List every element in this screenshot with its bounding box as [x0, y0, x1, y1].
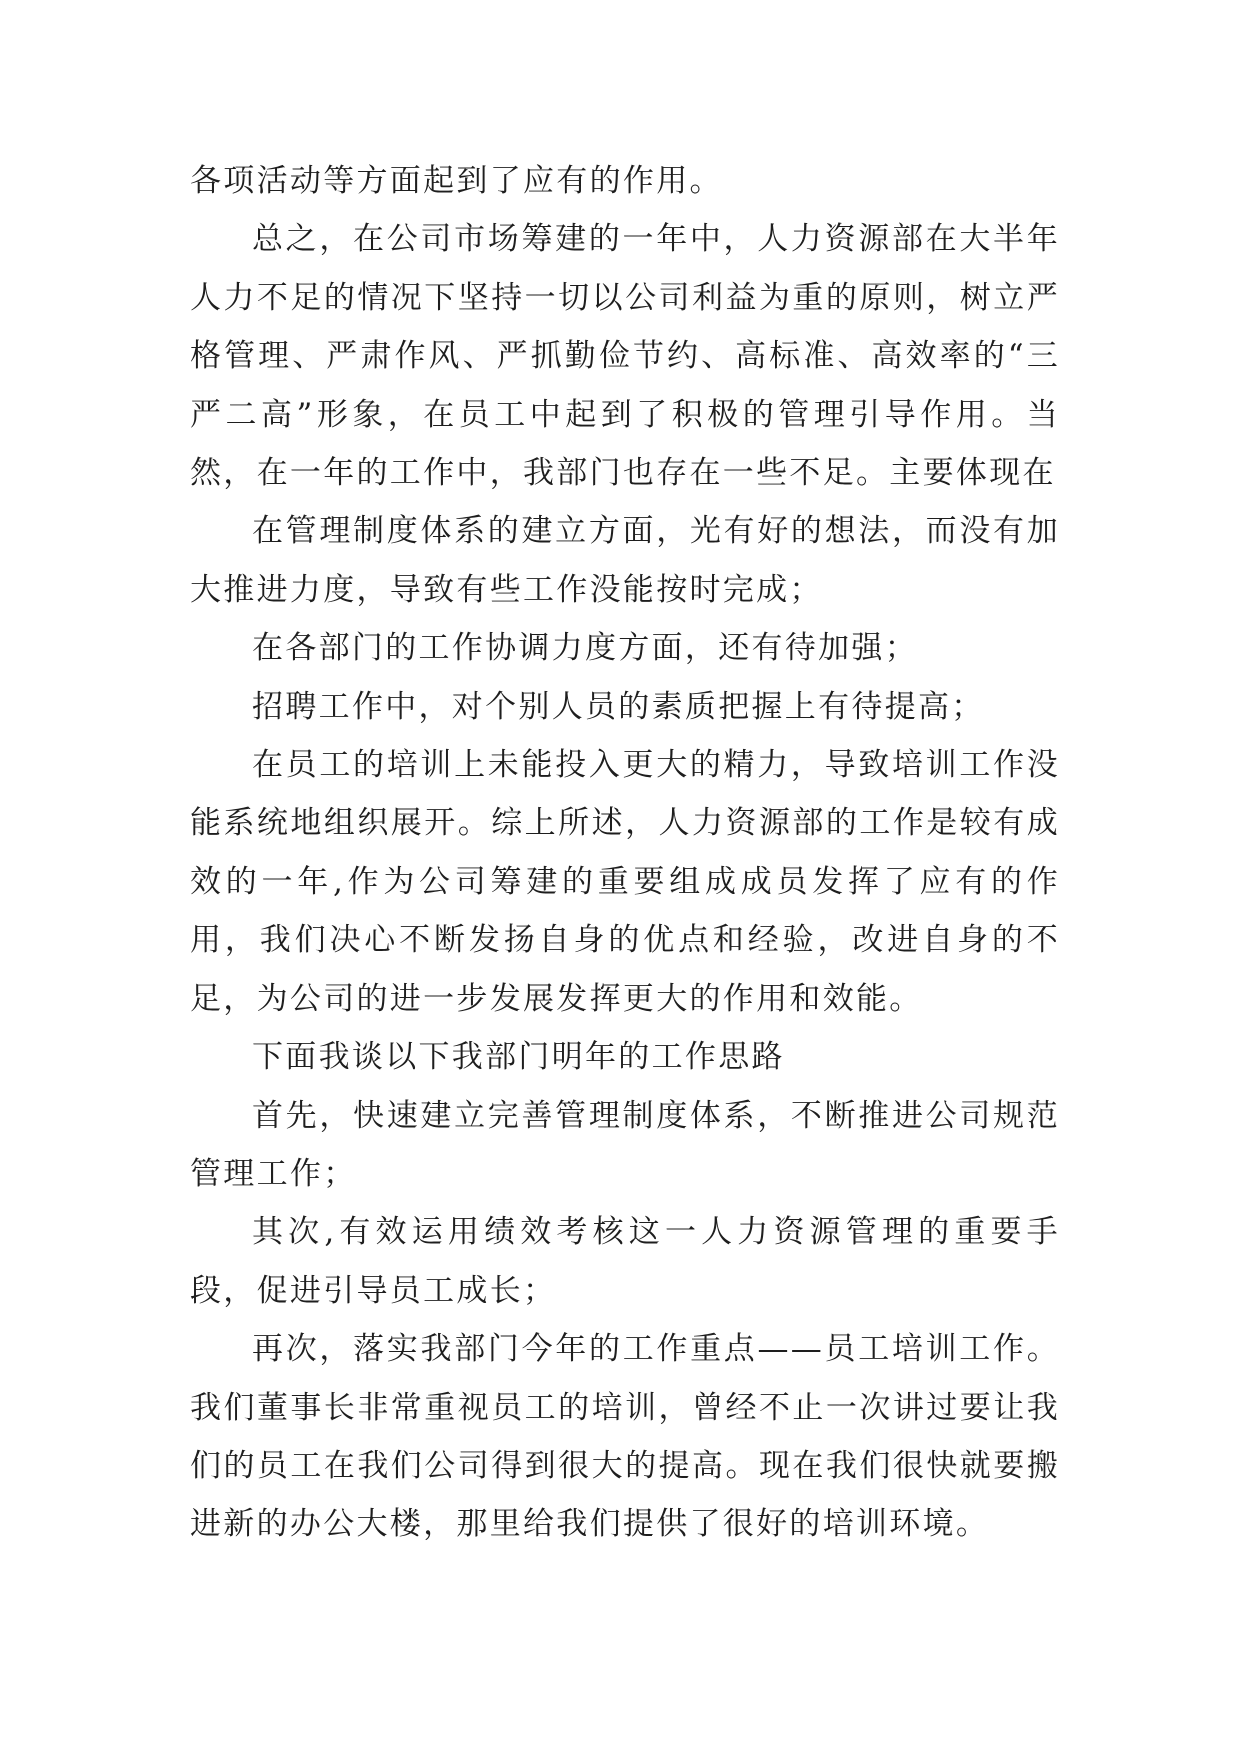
paragraph-7: 下面我谈以下我部门明年的工作思路: [252, 1039, 785, 1076]
document-body: [190, 152, 1060, 1554]
paragraph-8: 首先，快速建立完善管理制度体系，不断推进公司规范管理工作；: [190, 1097, 1060, 1192]
paragraph-6: 在员工的培训上未能投入更大的精力，导致培训工作没能系统地组织展开。综上所述，人力资源部的工作是较有成效的一年,作为公司筹建的重要组成成员发挥了应有的作用，我们决心不断发扬自身的优点和经验，改进自身的不足，为公司的进一步发展发挥更大的作用和效能。: [190, 747, 1060, 1017]
paragraph-3: 在管理制度体系的建立方面，光有好的想法，而没有加大推进力度，导致有些工作没能按时完成；: [190, 513, 1060, 608]
paragraph-4: 在各部门的工作协调力度方面，还有待加强；: [252, 630, 918, 667]
paragraph-2: 总之，在公司市场筹建的一年中，人力资源部在大半年人力不足的情况下坚持一切以公司利益为重的原则，树立严格管理、严肃作风、严抓勤俭节约、高标准、高效率的“三严二高”形象，在员工中起到了积极的管理引导作用。当然，在一年的工作中，我部门也存在一些不足。主要体现在: [190, 221, 1060, 492]
paragraph-1: 各项活动等方面起到了应有的作用。: [190, 163, 723, 199]
paragraph-5: 招聘工作中，对个别人员的素质把握上有待提高；: [252, 688, 985, 725]
paragraph-10: 再次，落实我部门今年的工作重点——员工培训工作。我们董事长非常重视员工的培训，曾经不止一次讲过要让我们的员工在我们公司得到很大的提高。现在我们很快就要搬进新的办公大楼，那里给我们提供了很好的培训环境。: [190, 1331, 1060, 1543]
paragraph-9: 其次,有效运用绩效考核这一人力资源管理的重要手段，促进引导员工成长；: [190, 1214, 1060, 1309]
